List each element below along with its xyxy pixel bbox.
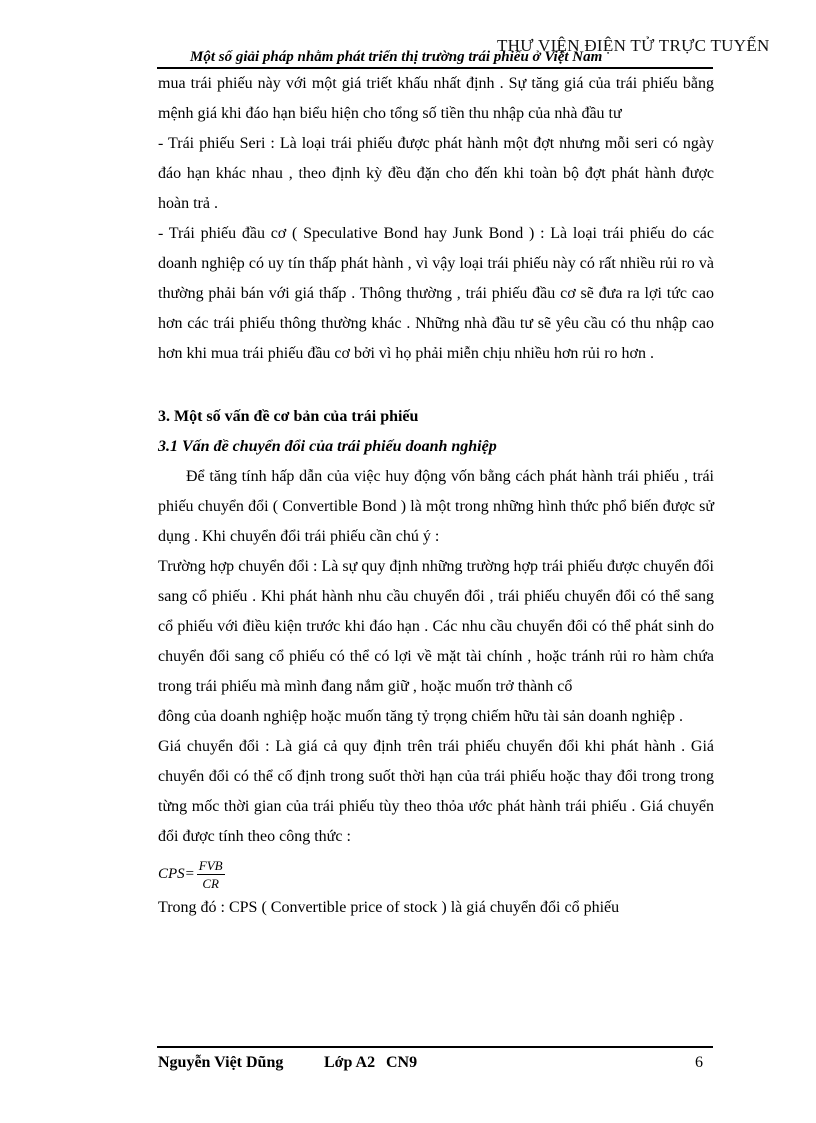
footer-divider — [157, 1046, 713, 1048]
document-body — [158, 69, 714, 920]
formula-equals: = — [184, 866, 195, 882]
paragraph-conversion-price: Giá chuyển đổi : Là giá cả quy định trên trái phiếu chuyển đổi khi phát hành . Giá chuyển đổi có thể cố định trong suốt thời hạn của trái phiếu hoặc thay đổi trong trong từng mốc thời gian của trái phiếu tùy theo thỏa ước phát hành trái phiếu . Giá chuyển đổi được tính theo công thức : — [158, 738, 714, 845]
paragraph-serial-bond: - Trái phiếu Seri : Là loại trái phiếu được phát hành một đợt nhưng mỗi seri có ngày đáo hạn khác nhau , theo định kỳ đều đặn cho đến khi toàn bộ đợt phát hành được hoàn trả . — [158, 135, 714, 212]
formula-numerator: FVB — [198, 857, 223, 873]
formula-denominator: CR — [202, 875, 220, 891]
section-heading: 3. Một số vấn đề cơ bản của trái phiếu — [158, 408, 419, 425]
paragraph-cps-definition: Trong đó : CPS ( Convertible price of stock ) là giá chuyển đổi cổ phiếu — [158, 899, 620, 916]
page-number: 6 — [695, 1054, 703, 1071]
formula-lhs: CPS — [158, 866, 185, 882]
paragraph-discount-bond: mua trái phiếu này với một giá triết khấu nhất định . Sự tăng giá của trái phiếu bằng mệnh giá khi đáo hạn biểu hiện cho tổng số tiền thu nhập của nhà đầu tư — [158, 75, 714, 122]
footer-class-code: CN9 — [386, 1054, 418, 1071]
paragraph-conversion-cases: Trường hợp chuyển đổi : Là sự quy định những trường hợp trái phiếu được chuyển đổi sang cổ phiếu . Khi phát hành nhu cầu chuyển đổi , trái phiếu chuyển đổi có thể sang cổ phiếu với điều kiện trước khi đáo hạn . Các nhu cầu chuyển đổi có thể phát sinh do chuyển đổi sang cổ phiếu có thể có lợi về mặt tài chính , hoặc tránh rủi ro hàm chứa trong trái phiếu mà mình đang nắm giữ , hoặc muốn trở thành cổ — [158, 558, 714, 695]
running-header-title: Một số giải pháp nhằm phát triển thị trường trái phiếu ở Việt Nam — [190, 49, 603, 65]
formula-fraction — [197, 857, 225, 892]
paragraph-convertible-intro: Để tăng tính hấp dẫn của việc huy động vốn bằng cách phát hành trái phiếu , trái phiếu chuyển đổi ( Convertible Bond ) là một trong những hình thức phổ biến được sử dụng . Khi chuyển đổi trái phiếu cần chú ý : — [158, 468, 714, 545]
paragraph-conversion-cases-cont: đông của doanh nghiệp hoặc muốn tăng tỷ trọng chiếm hữu tài sản doanh nghiệp . — [158, 708, 683, 725]
subsection-heading: 3.1 Vấn đề chuyển đổi của trái phiếu doanh nghiệp — [158, 438, 497, 455]
paragraph-speculative-bond: - Trái phiếu đầu cơ ( Speculative Bond hay Junk Bond ) : Là loại trái phiếu do các doanh nghiệp có uy tín thấp phát hành , vì vậy loại trái phiếu này có rất nhiều rủi ro và thường phải bán với giá thấp . Thông thường , trái phiếu đầu cơ sẽ đưa ra lợi tức cao hơn các trái phiếu thông thường khác . Những nhà đầu tư sẽ yêu cầu có thu nhập cao hơn khi mua trái phiếu đầu cơ bởi vì họ phải miễn chịu nhiều hơn rủi ro hơn . — [158, 225, 714, 362]
section-spacer — [158, 369, 714, 402]
watermark-text: THƯ VIỆN ĐIỆN TỬ TRỰC TUYẾN — [497, 36, 770, 55]
page-footer — [158, 1054, 703, 1072]
formula-cps — [158, 852, 714, 896]
footer-class-label: Lớp A2 — [324, 1054, 376, 1071]
footer-author: Nguyễn Việt Dũng — [158, 1054, 284, 1071]
